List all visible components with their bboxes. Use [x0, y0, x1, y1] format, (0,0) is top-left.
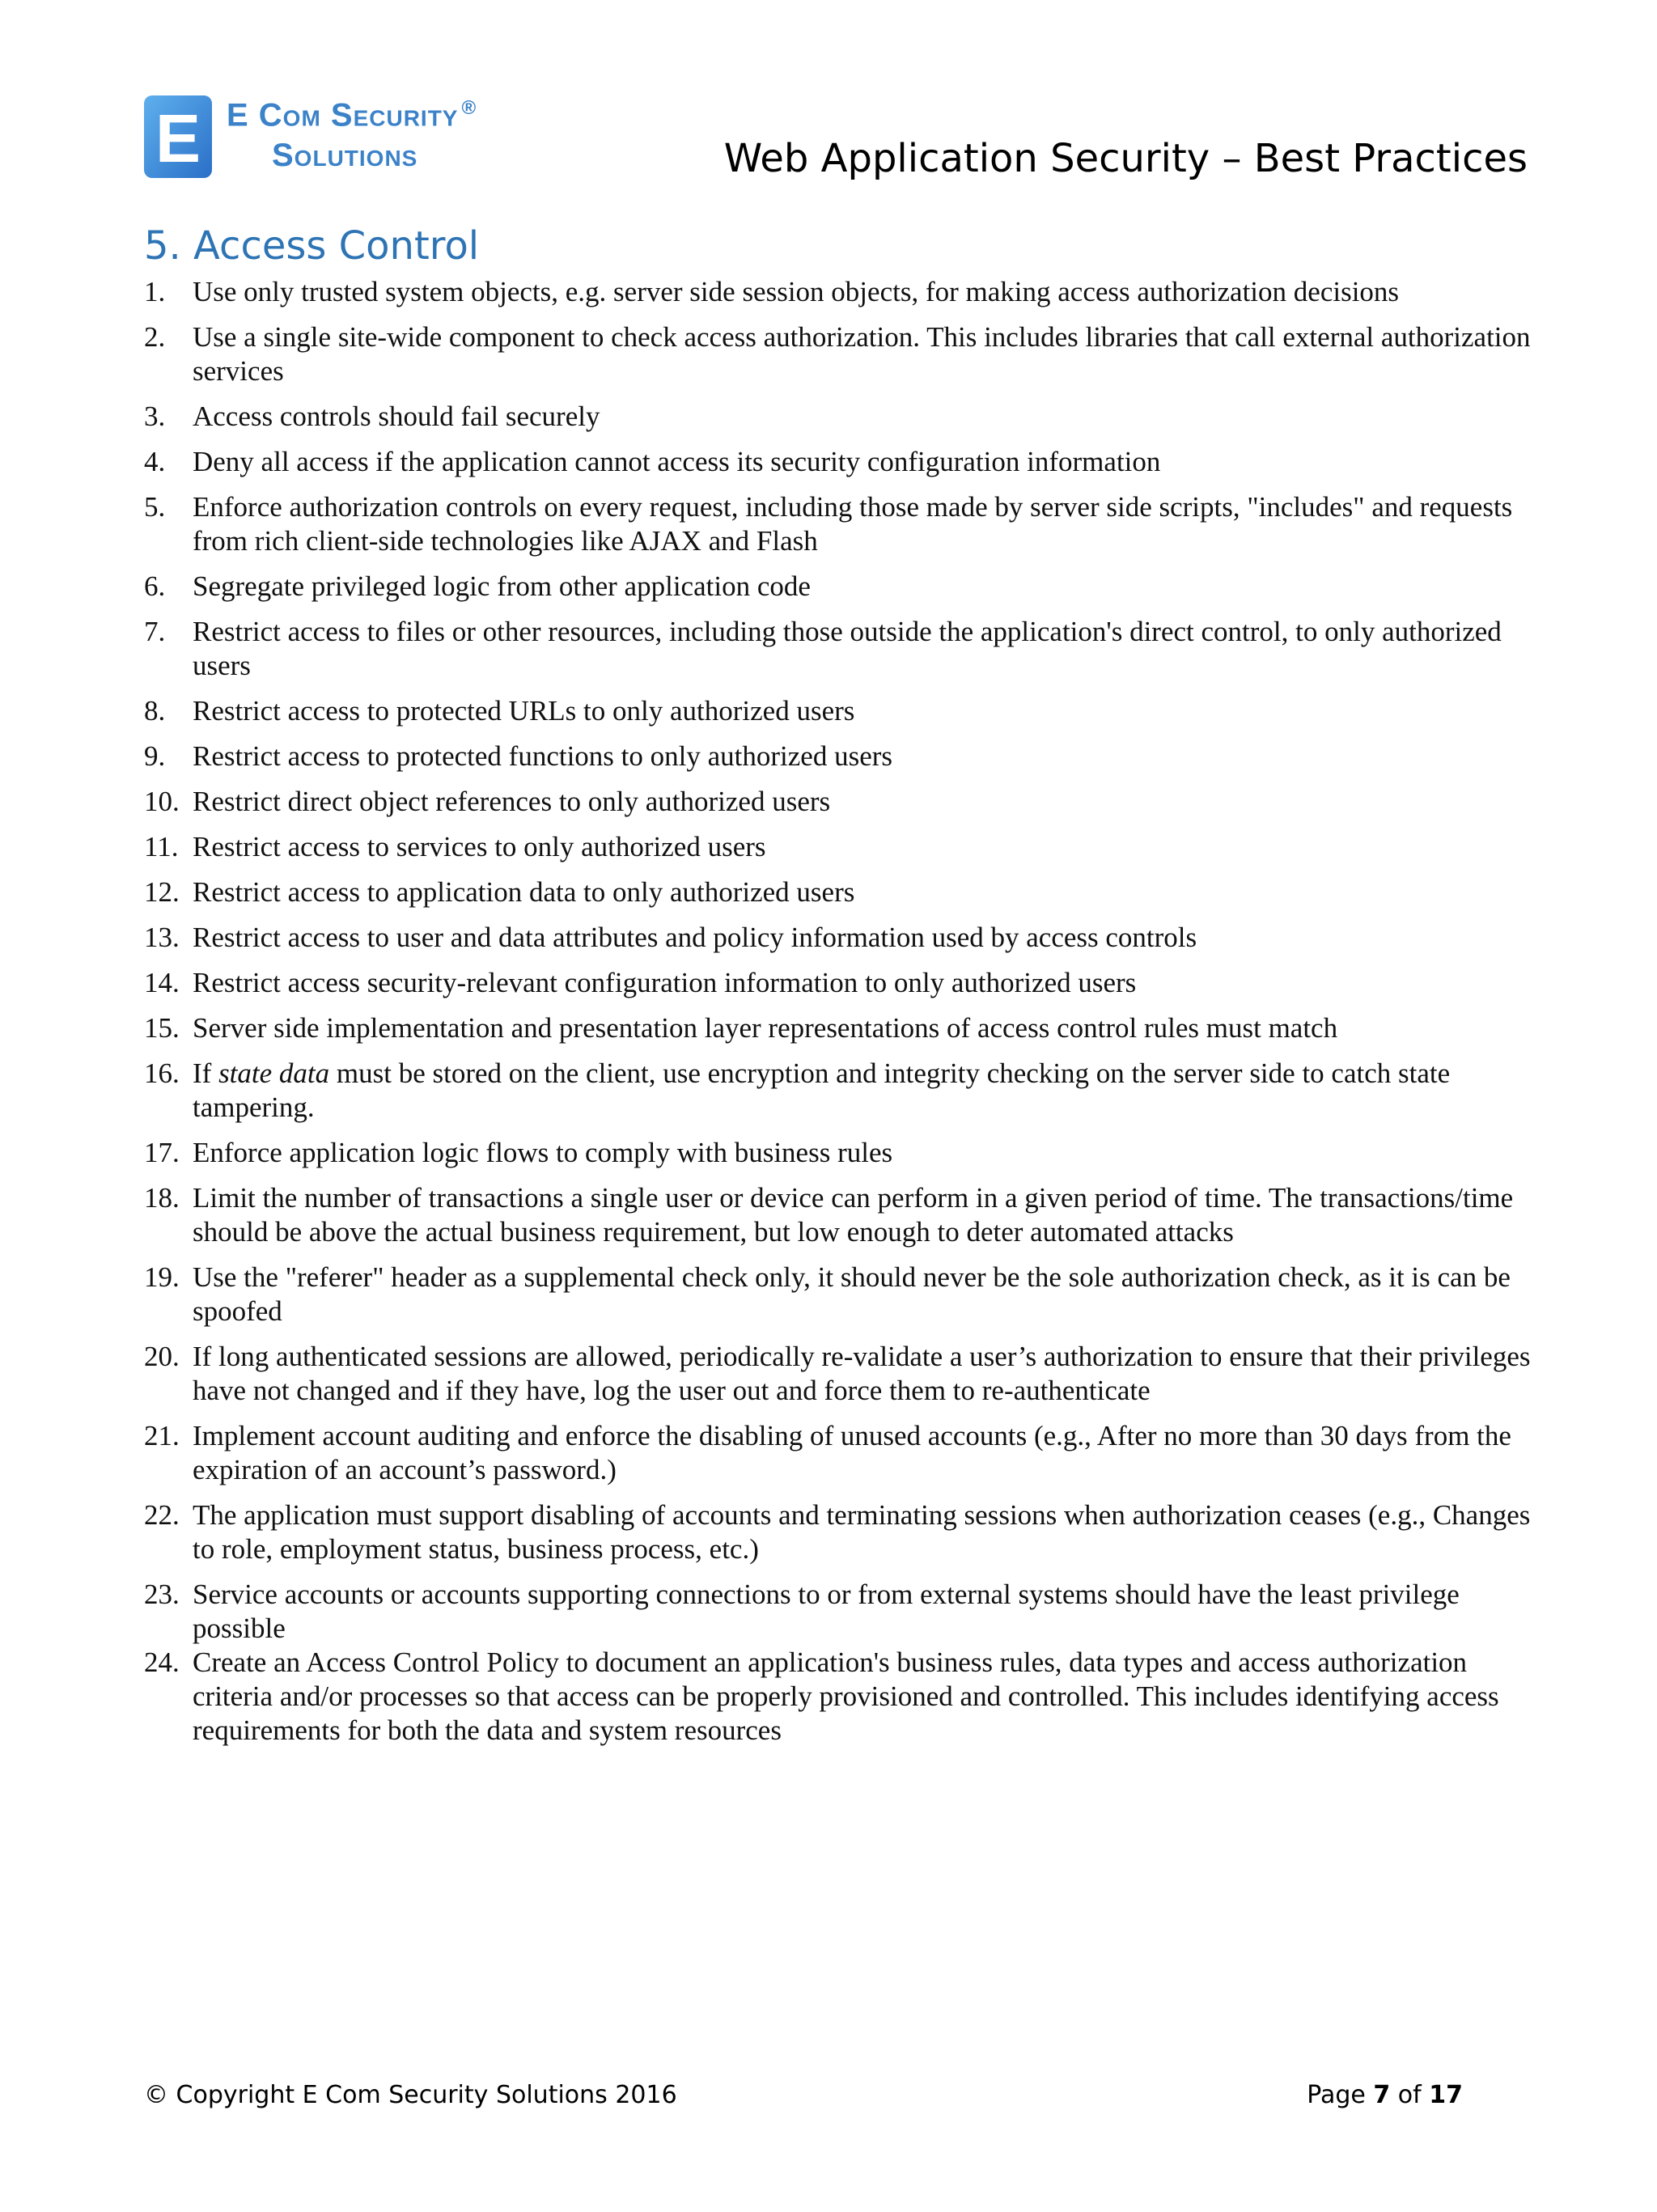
list-item: 11. Restrict access to services to only authorized users	[144, 831, 766, 862]
list-item: 9. Restrict access to protected functions to only authorized users	[144, 740, 893, 772]
registered-mark: ®	[461, 97, 477, 119]
list-item: 2. Use a single site-wide component to check access authorization. This includes libraries that call external authorization services	[144, 321, 1531, 387]
list-item: 8. Restrict access to protected URLs to only authorized users	[144, 695, 855, 727]
list-item: 5. Enforce authorization controls on every request, including those made by server side scripts, "includes" and requests from rich client-side technologies like AJAX and Flash	[144, 491, 1513, 557]
footer-copyright: © Copyright E Com Security Solutions 2016	[144, 2081, 677, 2109]
list-item: 13. Restrict access to user and data attributes and policy information used by access controls	[144, 922, 1197, 953]
logo-wordmark	[227, 99, 477, 172]
logo-line2: Solutions	[272, 138, 418, 174]
list-item: 6. Segregate privileged logic from other application code	[144, 570, 811, 602]
logo-e-icon	[144, 95, 212, 178]
list-item: 23. Service accounts or accounts supporting connections to or from external systems should have the least privilege possible	[144, 1578, 1460, 1644]
logo-letter: E	[155, 100, 201, 176]
emphasized-term: state data	[218, 1057, 330, 1089]
list-item: 1. Use only trusted system objects, e.g. server side session objects, for making access authorization decisions	[144, 276, 1400, 307]
list-item: 19. Use the "referer" header as a supplemental check only, it should never be the sole authorization check, as it is can be spoofed	[144, 1261, 1511, 1327]
page-number: Page 7 of 17	[1307, 2081, 1463, 2109]
list-item: 10. Restrict direct object references to only authorized users	[144, 786, 831, 817]
document-title: Web Application Security – Best Practices	[723, 136, 1528, 181]
list-item: 20. If long authenticated sessions are allowed, periodically re-validate a user’s authorization to ensure that their privileges have not changed and if they have, log the user out and force them to re-authenticate	[144, 1341, 1531, 1406]
company-logo	[144, 95, 477, 178]
access-control-list	[144, 275, 1552, 1759]
list-item: 12. Restrict access to application data to only authorized users	[144, 876, 855, 908]
list-item: 22. The application must support disabling of accounts and terminating sessions when authorization ceases (e.g., Changes to role, employment status, business process, etc.)	[144, 1499, 1531, 1565]
list-item: 16. If state data must be stored on the client, use encryption and integrity checking on the server side to catch state tampering.	[144, 1057, 1451, 1123]
list-item: 18. Limit the number of transactions a single user or device can perform in a given period of time. The transactions/time should be above the actual business requirement, but low enough to deter automated attacks	[144, 1182, 1514, 1248]
list-item: 17. Enforce application logic flows to comply with business rules	[144, 1137, 893, 1168]
list-item: 21. Implement account auditing and enforce the disabling of unused accounts (e.g., After no more than 30 days from the expiration of an account’s password.)	[144, 1420, 1511, 1485]
section-heading: 5. Access Control	[144, 223, 480, 269]
list-item: 3. Access controls should fail securely	[144, 400, 600, 432]
list-item: 15. Server side implementation and presentation layer representations of access control rules must match	[144, 1012, 1338, 1044]
list-item: 7. Restrict access to files or other resources, including those outside the application's direct control, to only authorized users	[144, 616, 1502, 681]
list-item: 24. Create an Access Control Policy to document an application's business rules, data types and access authorization criteria and/or processes so that access can be properly provisioned and controlled. This includes identifying access requirements for both the data and system resources	[144, 1646, 1499, 1746]
list-item: 4. Deny all access if the application cannot access its security configuration information	[144, 446, 1161, 477]
list-item: 14. Restrict access security-relevant configuration information to only authorized users	[144, 967, 1137, 998]
logo-line1: E Com Security	[227, 97, 459, 133]
